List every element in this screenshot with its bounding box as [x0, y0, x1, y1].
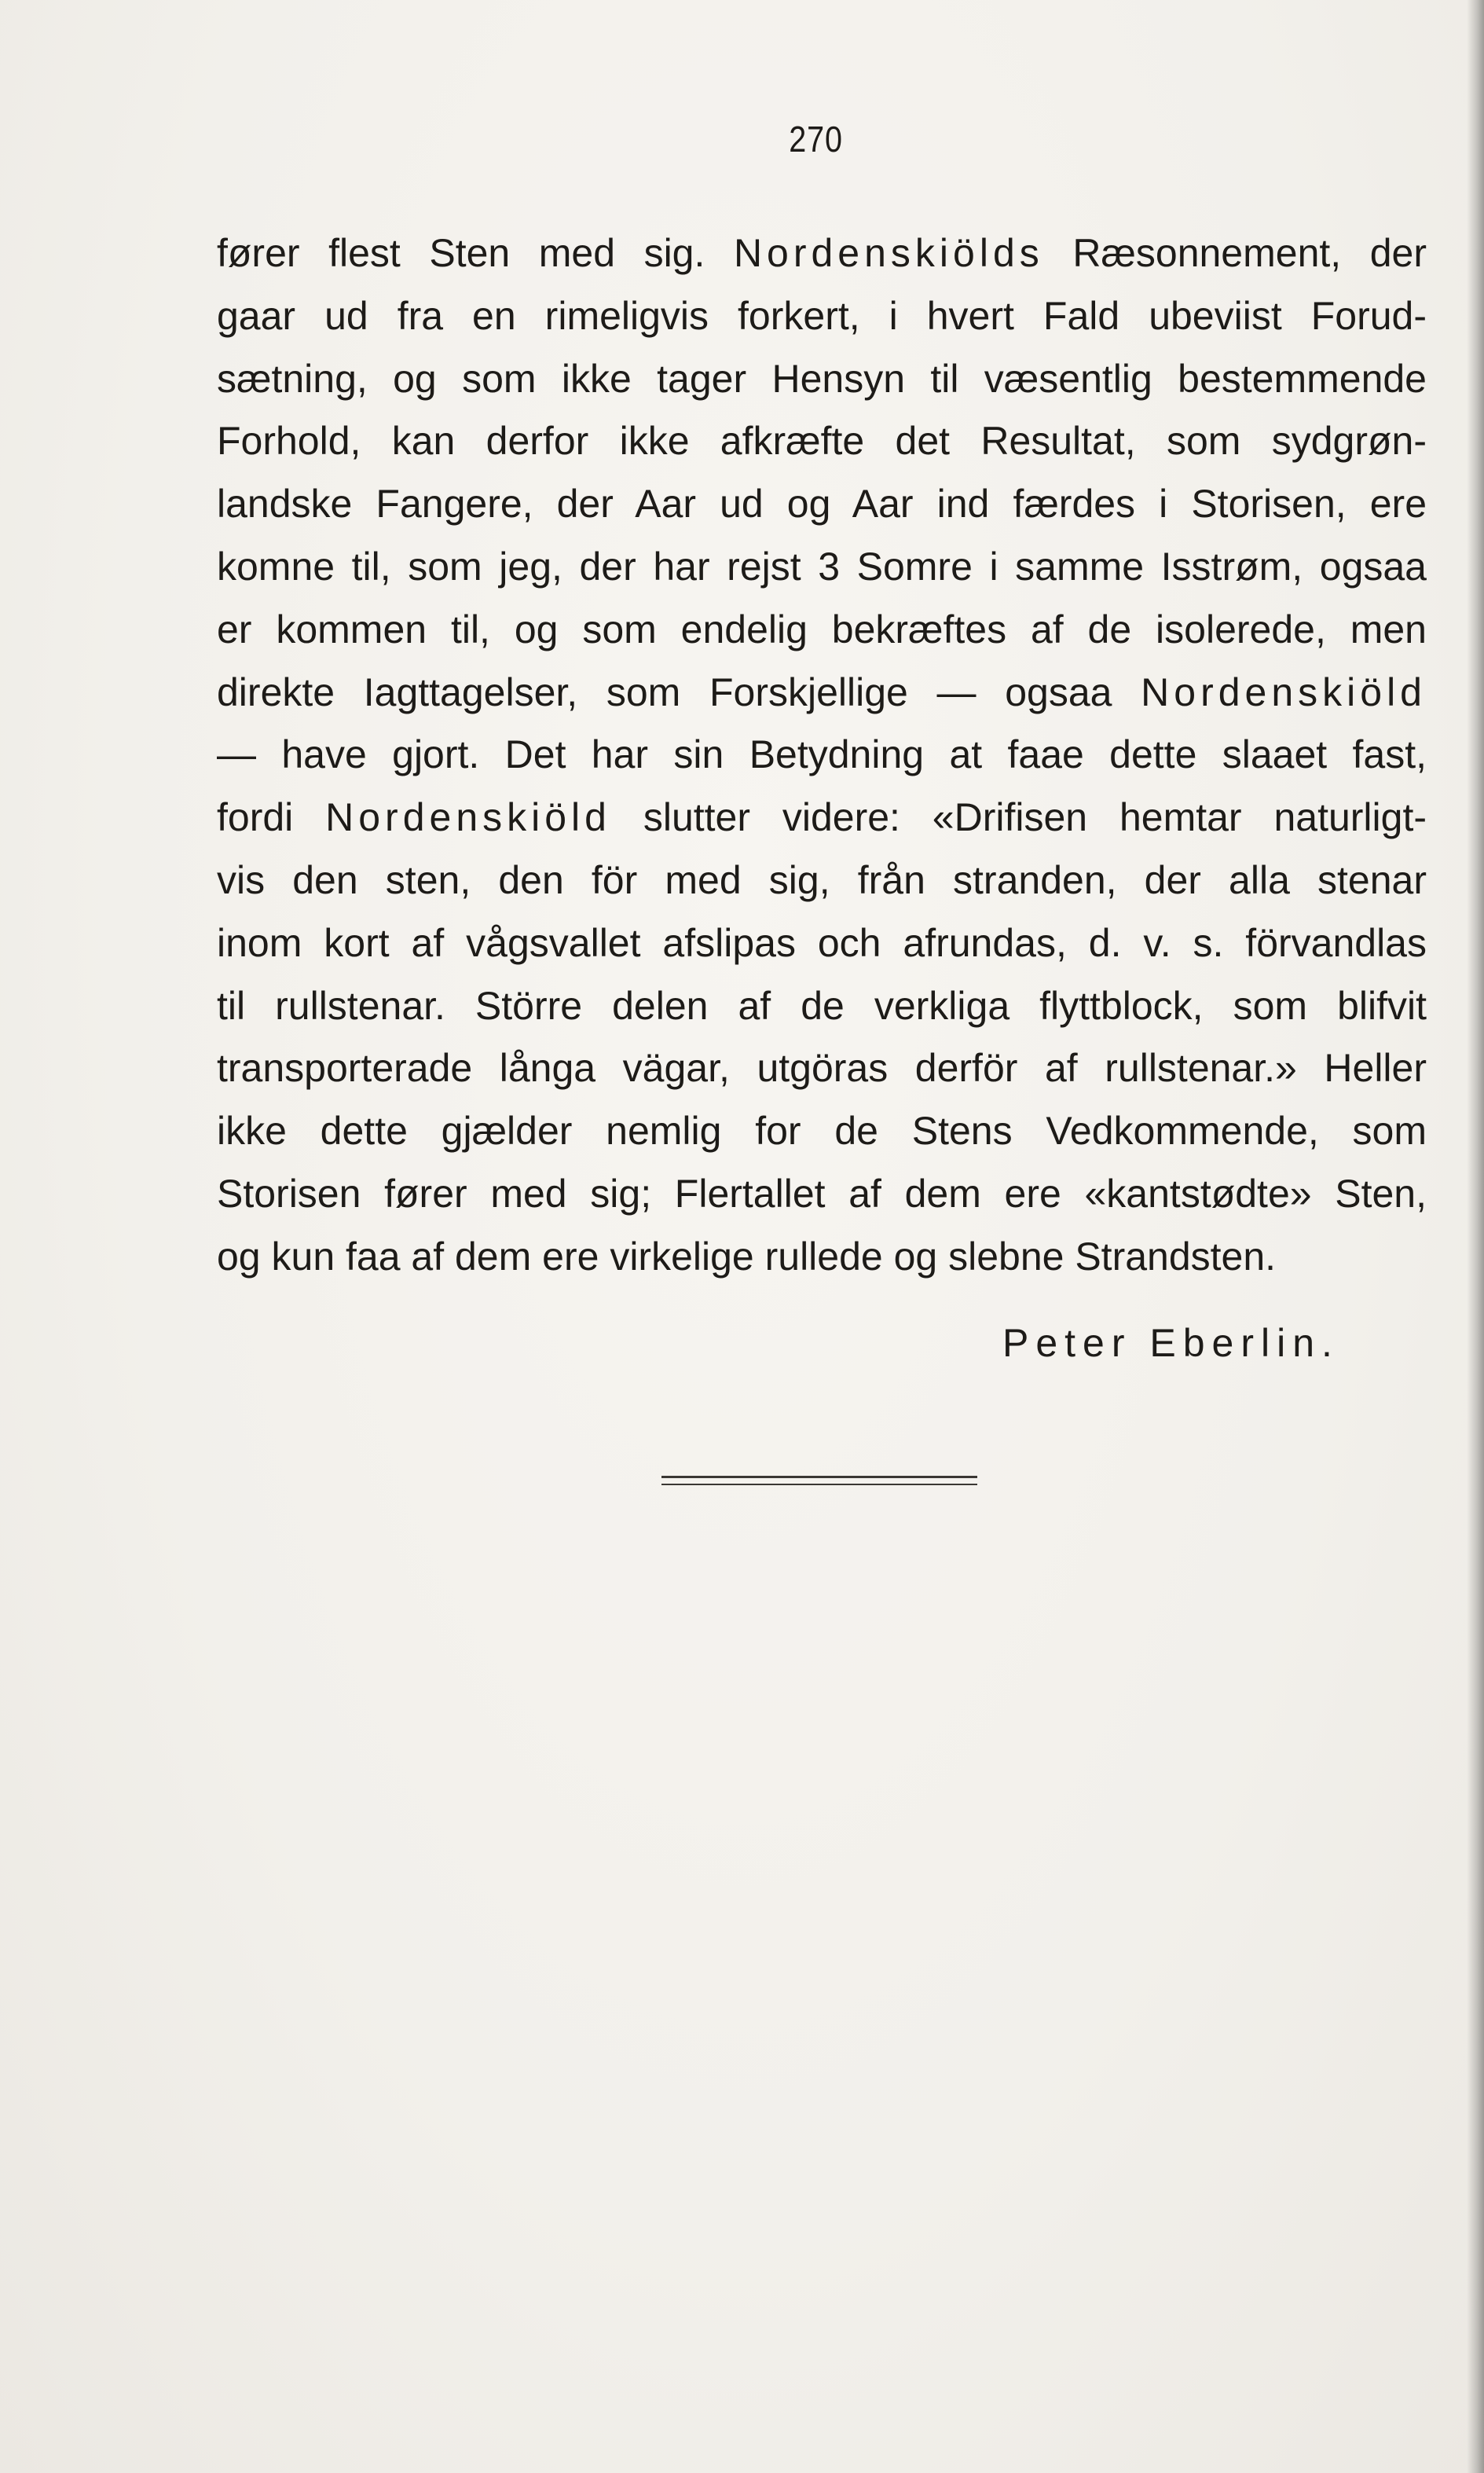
text-line: fordi Nordenskiöld slutter videre: «Drifisen hemtar naturligt-	[217, 795, 1427, 840]
text-line: Storisen fører med sig; Flertallet af dem ere «kantstødte» Sten,	[217, 1171, 1427, 1216]
author-signature: Peter Eberlin.	[1002, 1321, 1339, 1365]
section-divider	[661, 1484, 977, 1485]
text-line: transporterade långa vägar, utgöras derför af rullstenar.» Heller	[217, 1046, 1427, 1091]
page-edge-shadow	[1467, 0, 1484, 2473]
text-line: komne til, som jeg, der har rejst 3 Somre i samme Isstrøm, ogsaa	[217, 544, 1427, 589]
text-line: inom kort af vågsvallet afslipas och afrundas, d. v. s. förvandlas	[217, 920, 1427, 965]
spaced-name: Nordenskiölds	[733, 231, 1044, 275]
text-line: sætning, og som ikke tager Hensyn til væsentlig bestemmende	[217, 356, 1427, 401]
text-line: gaar ud fra en rimeligvis forkert, i hvert Fald ubeviist Forud-	[217, 293, 1427, 338]
text-line: vis den sten, den för med sig, från stranden, der alla stenar	[217, 857, 1427, 902]
text-line: er kommen til, og som endelig bekræftes af de isolerede, men	[217, 607, 1427, 651]
text-line: — have gjort. Det har sin Betydning at faae dette slaaet fast,	[217, 732, 1427, 777]
text-line: og kun faa af dem ere virkelige rullede og slebne Strandsten.	[217, 1234, 1277, 1279]
text-line: fører flest Sten med sig. Nordenskiölds Ræsonnement, der	[217, 231, 1427, 275]
spaced-name: Nordenskiöld	[1141, 670, 1427, 714]
text-line: til rullstenar. Större delen af de verkliga flyttblock, som blifvit	[217, 983, 1427, 1028]
body-text	[217, 222, 1427, 1289]
section-divider	[661, 1476, 977, 1478]
spaced-name: Nordenskiöld	[325, 795, 611, 840]
text-line: ikke dette gjælder nemlig for de Stens Vedkommende, som	[217, 1109, 1427, 1154]
text-line: direkte Iagttagelser, som Forskjellige — ogsaa Nordenskiöld	[217, 670, 1427, 714]
text-line: Forhold, kan derfor ikke afkræfte det Resultat, som sydgrøn-	[217, 419, 1427, 464]
text-line: landske Fangere, der Aar ud og Aar ind færdes i Storisen, ere	[217, 482, 1427, 527]
page-number: 270	[789, 119, 843, 160]
